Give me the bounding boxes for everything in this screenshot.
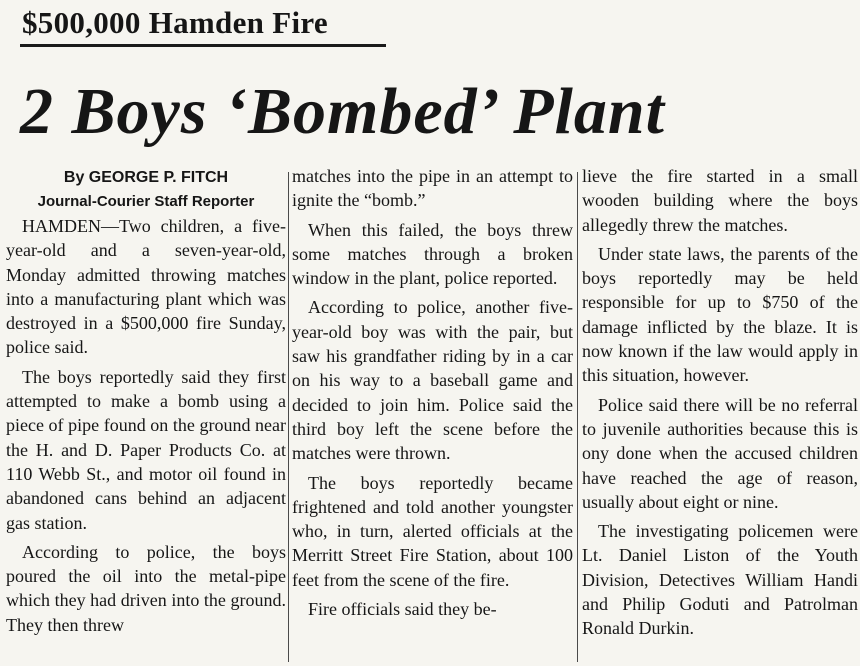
paragraph: lieve the fire started in a small wooden building where the boys allegedly threw the matches. [582, 166, 858, 235]
paragraph: Fire officials said they be- [308, 599, 497, 620]
kicker-underline [20, 44, 386, 47]
paragraph: The investigating policemen were Lt. Daniel Liston of the Youth Division, Detectives William Handi and Philip Goduti and Patrolman Ronald Durkin. [582, 521, 858, 639]
column-divider-2 [577, 172, 578, 662]
paragraph: The boys reportedly said they first attempted to make a bomb using a piece of pipe found on the ground near the H. and D. Paper Products Co. at 110 Webb St., and motor oil found in abandoned cans behind an adjacent gas station. [6, 366, 286, 533]
paragraph: Police said there will be no referral to juvenile authorities because this is ony done when the accused children have reached the age of reason, usually about eight or nine. [582, 394, 858, 512]
paragraph: HAMDEN—Two children, a five-year-old and a seven-year-old, Monday admitted throwing matches into a manufacturing plant which was destroyed in a $500,000 fire Sunday, police said. [6, 216, 286, 358]
paragraph: The boys reportedly became frightened and told another youngster who, in turn, alerted officials at the Merritt Street Fire Station, about 100 feet from the scene of the fire. [292, 472, 573, 590]
kicker-headline: $500,000 Hamden Fire [22, 5, 328, 40]
paragraph: Under state laws, the parents of the boys reportedly may be held responsible for up to $750 of the damage inflicted by the blaze. It is now known if the law would apply in this situation, however. [582, 243, 858, 386]
article-column-1 [6, 164, 286, 642]
byline-credit: Journal-Courier Staff Reporter [37, 193, 255, 210]
byline: By GEORGE P. FITCH [63, 169, 229, 186]
paragraph: According to police, another five-year-old boy was with the pair, but saw his grandfather riding by in a car on his way to a baseball game and decided to join him. Police said the third boy left the scene before the matches were thrown. [292, 297, 573, 464]
column-divider-1 [288, 172, 289, 662]
paragraph: According to police, the boys poured the oil into the metal-pipe which they had driven into the ground. They then threw [6, 541, 286, 635]
article-column-2 [292, 164, 573, 626]
article-column-3 [582, 164, 858, 646]
main-headline: 2 Boys ‘Bombed’ Plant [20, 75, 665, 148]
paragraph: When this failed, the boys threw some matches through a broken window in the plant, police reported. [292, 219, 573, 289]
paragraph: matches into the pipe in an attempt to ignite the “bomb.” [292, 166, 573, 211]
